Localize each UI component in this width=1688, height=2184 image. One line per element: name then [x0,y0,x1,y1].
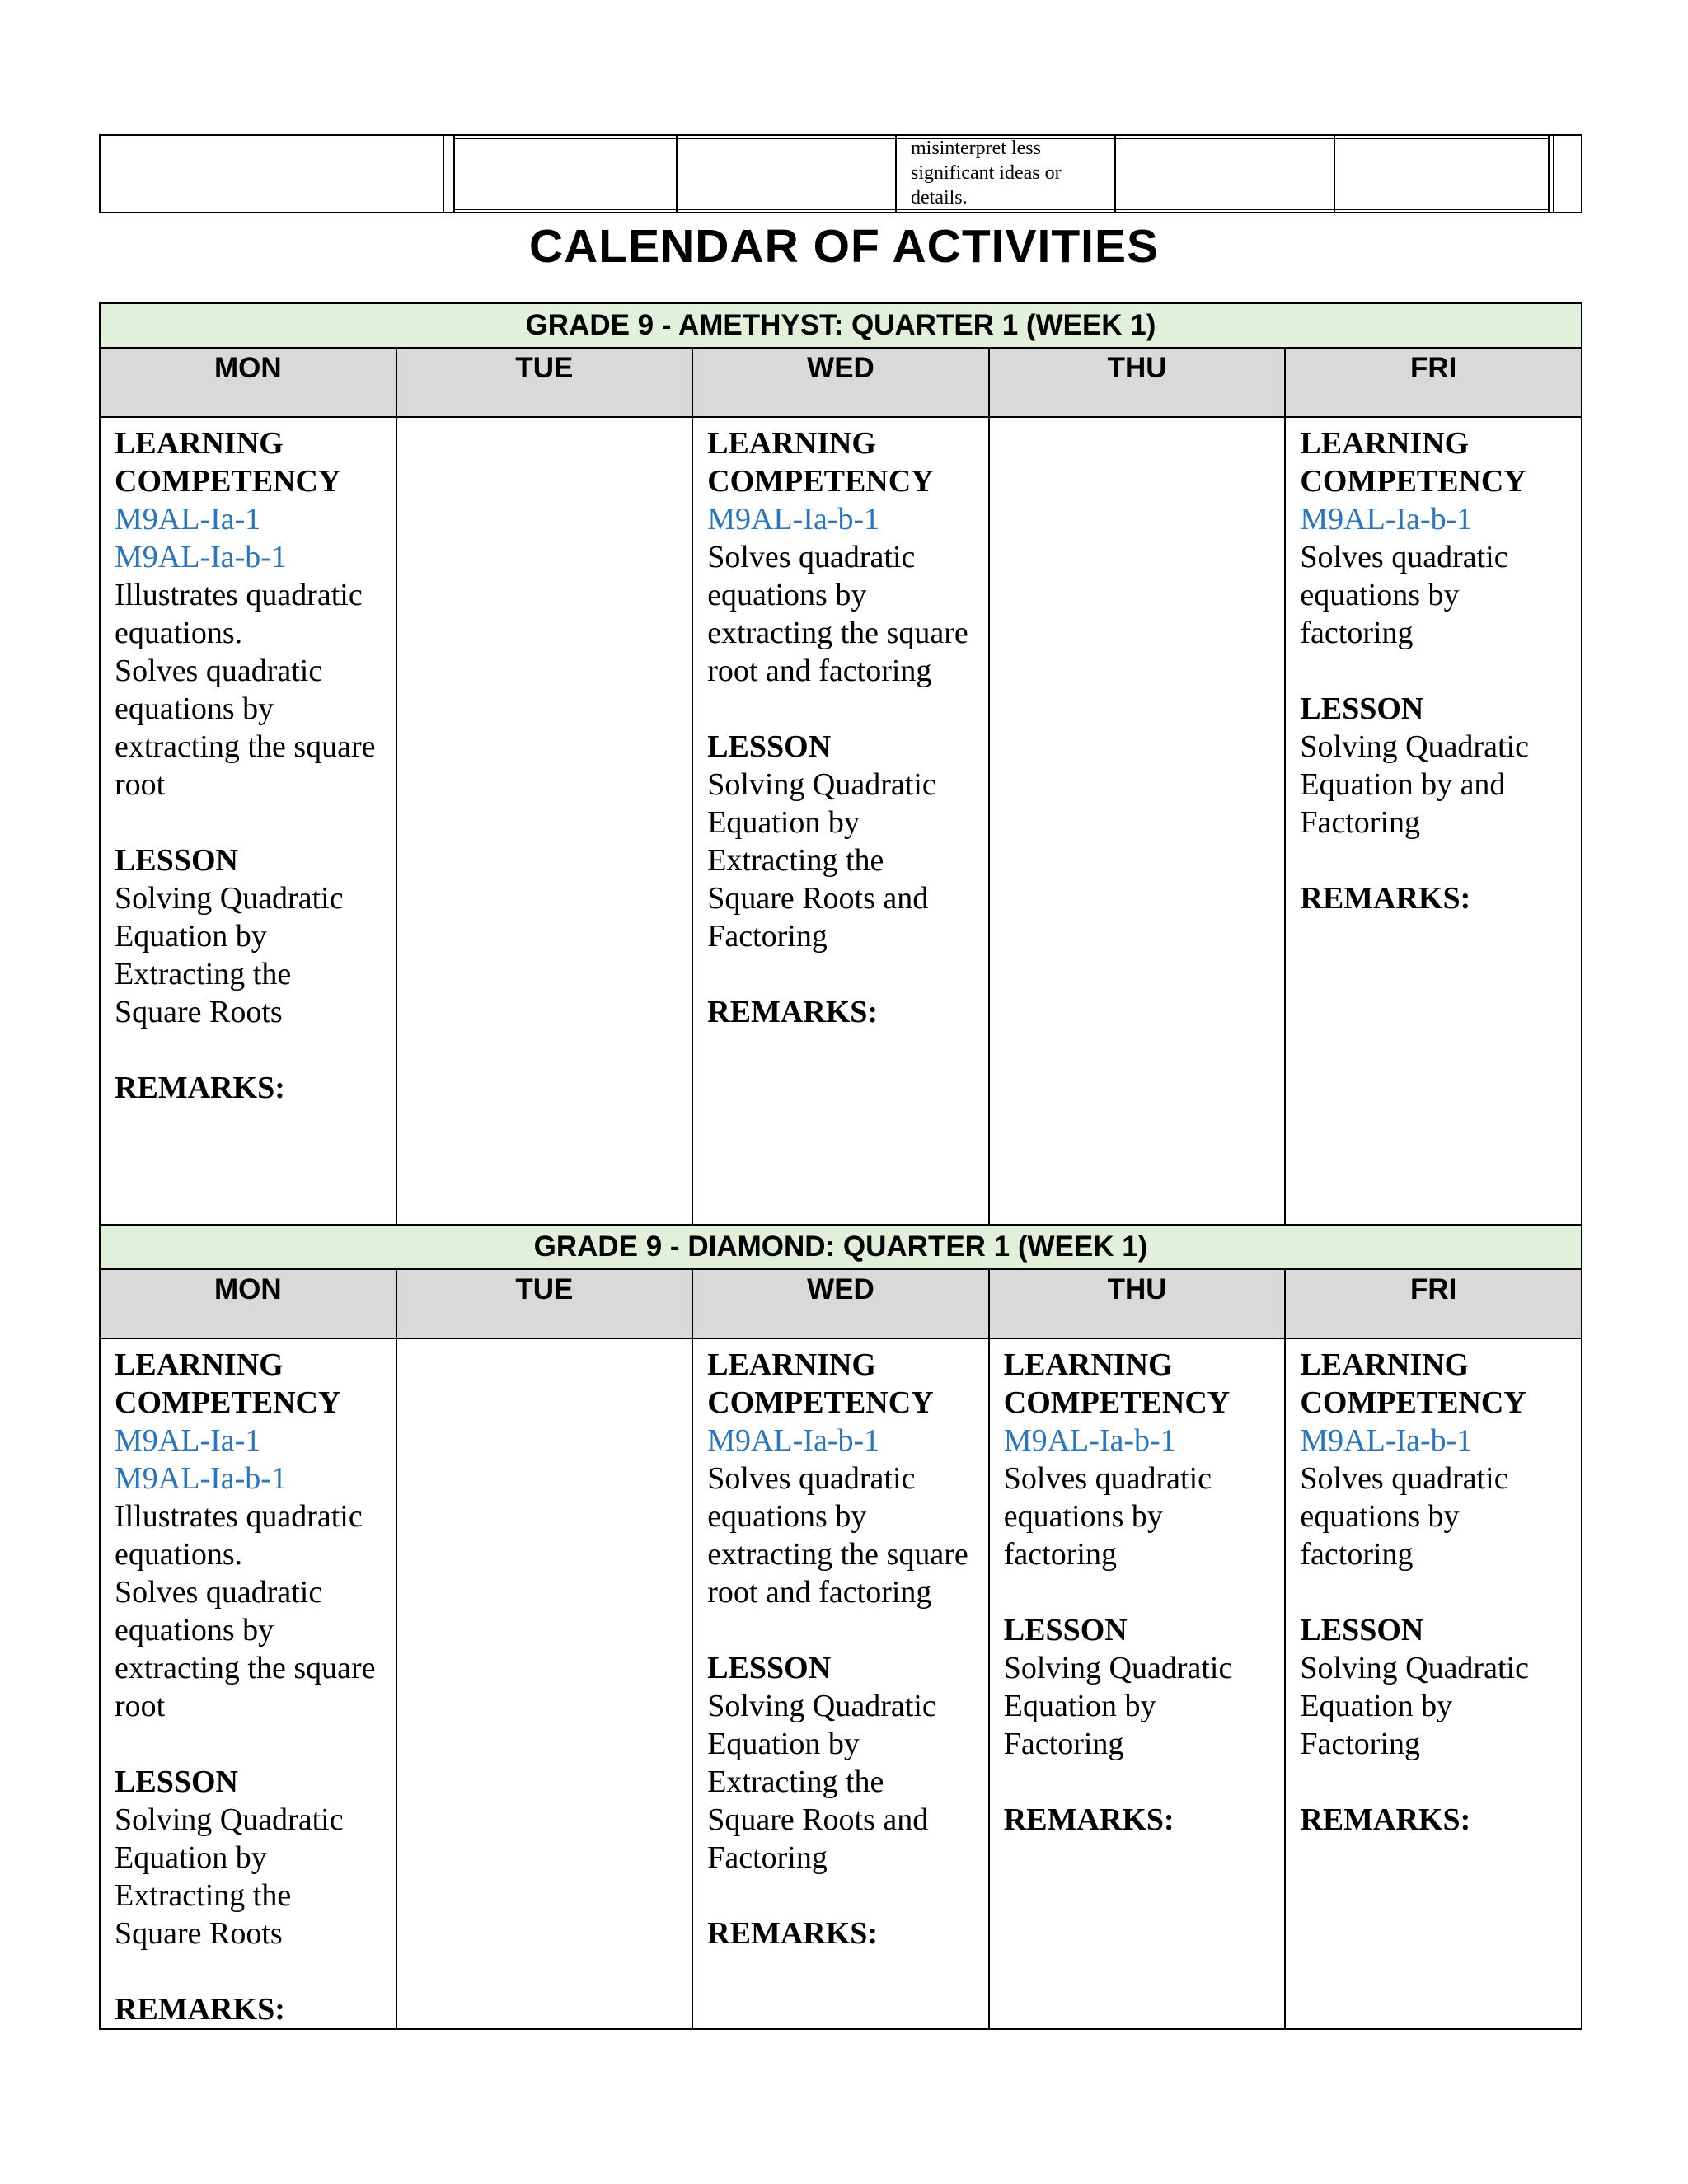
day-header-thu: THU [989,1269,1286,1338]
day-header-mon: MON [100,348,396,417]
day-header-tue: TUE [396,1269,693,1338]
competency-code: M9AL-Ia-b-1 [115,1461,287,1496]
day-cell-mon [100,1338,396,2029]
competency-code: M9AL-Ia-b-1 [707,1423,880,1458]
competency-text: Solves quadratic equations by factoring [1003,1461,1212,1572]
lesson-label: LESSON [707,729,832,764]
day-cell-tue [396,417,693,1227]
day-cell-thu [989,417,1286,1227]
day-cell-thu [989,1338,1286,2029]
competency-code: M9AL-Ia-b-1 [1300,1423,1473,1458]
calendar-table-diamond [99,1224,1582,2030]
day-header-thu: THU [989,348,1286,417]
competency-text: Solves quadratic equations by factoring [1300,1461,1508,1572]
competency-text: Solves quadratic equations by extracting the square root and factoring [707,540,968,688]
cell-content [707,418,977,1031]
competency-label: LEARNING COMPETENCY [115,426,341,499]
competency-code: M9AL-Ia-1 [115,1423,261,1458]
day-cell-wed [692,1338,989,2029]
day-header-tue: TUE [396,348,693,417]
lesson-label: LESSON [707,1651,832,1685]
remarks-label: REMARKS: [115,1071,285,1105]
competency-text: Illustrates quadratic equations. Solves quadratic equations by extracting the square root [115,1499,376,1723]
competency-code: M9AL-Ia-1 [115,502,261,537]
lesson-label: LESSON [1300,1613,1424,1647]
day-header-fri: FRI [1285,348,1582,417]
competency-label: LEARNING COMPETENCY [1300,426,1526,499]
lesson-text: Solving Quadratic Equation by Extracting the Square Roots and Factoring [707,767,936,954]
competency-label: LEARNING COMPETENCY [707,426,934,499]
competency-label: LEARNING COMPETENCY [1003,1347,1231,1420]
remarks-label: REMARKS: [115,1992,285,2027]
cell-content [1004,1339,1273,1839]
day-cell-fri [1285,1338,1582,2029]
competency-text: Illustrates quadratic equations. Solves quadratic equations by extracting the square root [115,578,376,802]
day-header-wed: WED [692,348,989,417]
lesson-label: LESSON [115,1765,238,1799]
calendar-table-amethyst [99,302,1582,1228]
lesson-label: LESSON [1003,1613,1128,1647]
day-header-wed: WED [692,1269,989,1338]
competency-code: M9AL-Ia-b-1 [115,540,287,574]
previous-table-fragment [99,134,1582,213]
lesson-text: Solving Quadratic Equation by Factoring [1003,1651,1233,1761]
remarks-label: REMARKS: [1300,1802,1471,1837]
lesson-text: Solving Quadratic Equation by and Factoring [1300,729,1529,840]
lesson-label: LESSON [1300,691,1424,726]
remarks-label: REMARKS: [707,1916,879,1951]
day-header-fri: FRI [1285,1269,1582,1338]
day-cell-fri [1285,417,1582,1227]
table-heading: GRADE 9 - DIAMOND: QUARTER 1 (WEEK 1) [100,1225,1582,1269]
cell-content [707,1339,977,1952]
remarks-label: REMARKS: [707,995,879,1029]
document-title: CALENDAR OF ACTIVITIES [528,220,1160,273]
cell-content [1300,1339,1569,1839]
remarks-label: REMARKS: [1300,881,1471,916]
cell-content [1300,418,1569,917]
competency-label: LEARNING COMPETENCY [707,1347,934,1420]
day-cell-wed [692,417,989,1227]
remarks-label: REMARKS: [1003,1802,1175,1837]
competency-code: M9AL-Ia-b-1 [1003,1423,1176,1458]
competency-text: Solves quadratic equations by extracting the square root and factoring [707,1461,968,1610]
day-cell-mon [100,417,396,1227]
table-heading: GRADE 9 - AMETHYST: QUARTER 1 (WEEK 1) [100,303,1582,348]
day-cell-tue [396,1338,693,2029]
competency-text: Solves quadratic equations by factoring [1300,540,1508,650]
lesson-text: Solving Quadratic Equation by Factoring [1300,1651,1529,1761]
lesson-text: Solving Quadratic Equation by Extracting the Square Roots and Factoring [707,1689,936,1875]
cell-content [115,1339,384,2028]
lesson-text: Solving Quadratic Equation by Extracting the Square Roots [115,881,344,1029]
cell-content [115,418,384,1107]
day-header-mon: MON [100,1269,396,1338]
competency-label: LEARNING COMPETENCY [115,1347,341,1420]
fragment-note: misinterpret less significant ideas or details. [911,138,1062,209]
competency-label: LEARNING COMPETENCY [1300,1347,1526,1420]
lesson-text: Solving Quadratic Equation by Extracting the Square Roots [115,1802,344,1951]
lesson-label: LESSON [115,843,238,878]
competency-code: M9AL-Ia-b-1 [1300,502,1473,537]
competency-code: M9AL-Ia-b-1 [707,502,880,537]
